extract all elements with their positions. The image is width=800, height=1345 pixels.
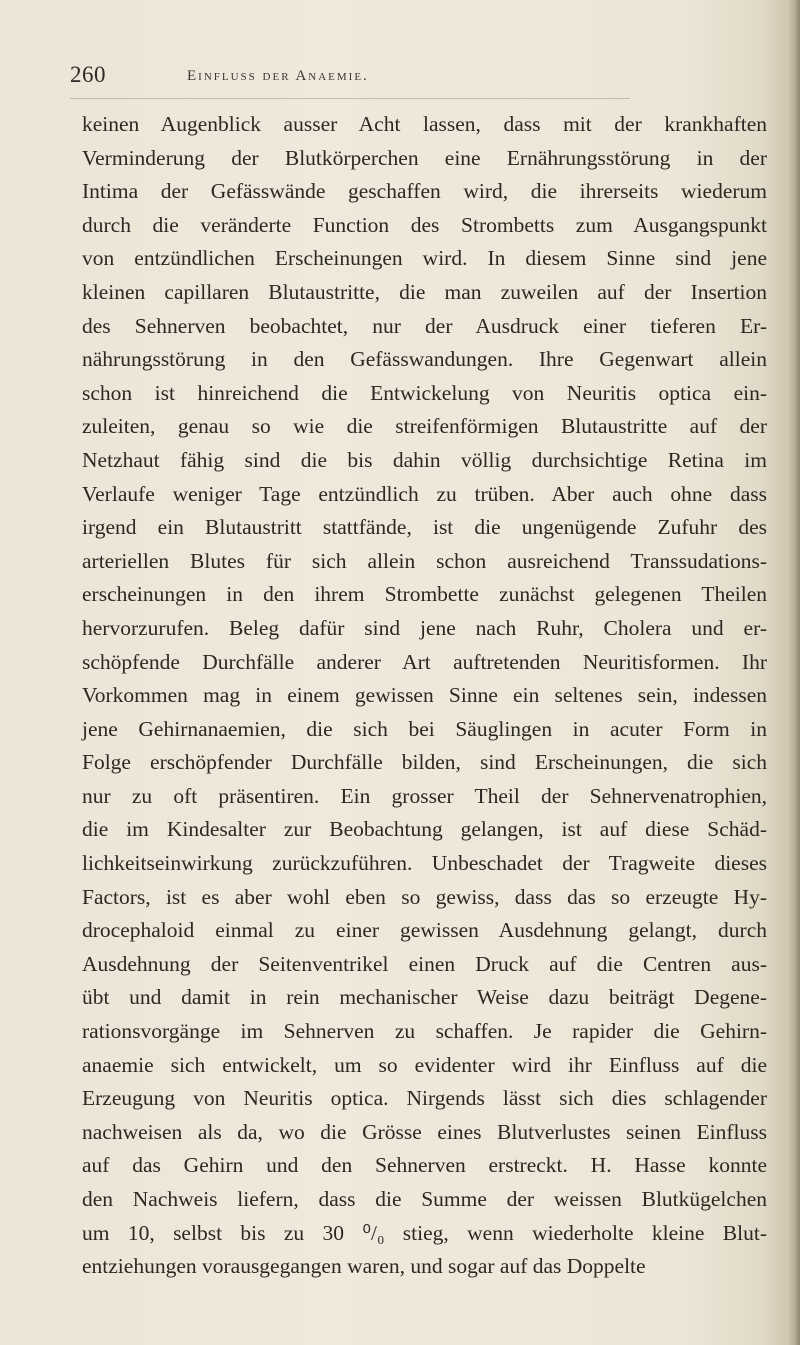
header-rule (70, 98, 630, 99)
text-line: Erzeugung von Neuritis optica. Nirgends lässt sich dies schlagender (82, 1086, 767, 1111)
text-line: nährungsstörung in den Gefässwandungen. Ihre Gegenwart allein (82, 347, 767, 372)
text-line: kleinen capillaren Blutaustritte, die man zuweilen auf der Insertion (82, 279, 767, 304)
text-line: Intima der Gefässwände geschaffen wird, die ihrerseits wiederum (82, 179, 767, 204)
body-text (82, 108, 767, 1284)
text-line: die im Kindesalter zur Beobachtung gelangen, ist auf diese Schäd- (82, 817, 767, 842)
text-line: von entzündlichen Erscheinungen wird. In diesem Sinne sind jene (82, 246, 767, 271)
running-head: Einfluss der Anaemie. (187, 68, 369, 84)
text-line: Verlaufe weniger Tage entzündlich zu trüben. Aber auch ohne dass (82, 481, 767, 506)
text-line: irgend ein Blutaustritt stattfände, ist die ungenügende Zufuhr des (82, 515, 767, 540)
text-line: durch die veränderte Function des Strombetts zum Ausgangspunkt (82, 212, 767, 237)
text-line: nur zu oft präsentiren. Ein grosser Theil der Sehnervenatrophien, (82, 783, 767, 808)
text-line: lichkeitseinwirkung zurückzuführen. Unbeschadet der Tragweite dieses (82, 851, 767, 876)
text-line: übt und damit in rein mechanischer Weise dazu beiträgt Degene- (82, 985, 767, 1010)
text-line: rationsvorgänge im Sehnerven zu schaffen. Je rapider die Gehirn- (82, 1019, 767, 1044)
text-line: anaemie sich entwickelt, um so evidenter wird ihr Einfluss auf die (82, 1052, 767, 1077)
text-line: jene Gehirnanaemien, die sich bei Säuglingen in acuter Form in (82, 716, 767, 741)
text-line: Vorkommen mag in einem gewissen Sinne ein seltenes sein, indessen (82, 683, 767, 708)
text-line: zuleiten, genau so wie die streifenförmigen Blutaustritte auf der (82, 414, 767, 439)
text-line: keinen Augenblick ausser Acht lassen, dass mit der krankhaften (82, 112, 767, 136)
text-line: Folge erschöpfender Durchfälle bilden, sind Erscheinungen, die sich (82, 750, 767, 775)
page-number: 260 (70, 62, 106, 87)
text-line: um 10, selbst bis zu 30 ⁰/₀ stieg, wenn wiederholte kleine Blut- (82, 1220, 767, 1245)
text-line: arteriellen Blutes für sich allein schon ausreichend Transsudations- (82, 548, 767, 573)
text-line: auf das Gehirn und den Sehnerven erstreckt. H. Hasse konnte (82, 1153, 767, 1178)
text-line: Verminderung der Blutkörperchen eine Ernährungsstörung in der (82, 145, 767, 170)
text-line: hervorzurufen. Beleg dafür sind jene nach Ruhr, Cholera und er- (82, 615, 767, 640)
text-line: den Nachweis liefern, dass die Summe der weissen Blutkügelchen (82, 1187, 767, 1211)
text-line: erscheinungen in den ihrem Strombette zunächst gelegenen Theilen (82, 582, 767, 607)
text-line: drocephaloid einmal zu einer gewissen Ausdehnung gelangt, durch (82, 918, 767, 943)
text-line: Factors, ist es aber wohl eben so gewiss, dass das so erzeugte Hy- (82, 884, 767, 909)
text-line: schon ist hinreichend die Entwickelung von Neuritis optica ein- (82, 380, 767, 405)
text-line: Netzhaut fähig sind die bis dahin völlig durchsichtige Retina im (82, 447, 767, 472)
page-binding-edge (786, 0, 800, 1345)
text-line: Ausdehnung der Seitenventrikel einen Druck auf die Centren aus- (82, 951, 767, 976)
text-line: schöpfende Durchfälle anderer Art auftretenden Neuritisformen. Ihr (82, 649, 767, 674)
text-line: des Sehnerven beobachtet, nur der Ausdruck einer tieferen Er- (82, 313, 767, 338)
text-line: entziehungen vorausgegangen waren, und sogar auf das Doppelte (82, 1254, 646, 1279)
text-line: nachweisen als da, wo die Grösse eines Blutverlustes seinen Einfluss (82, 1119, 767, 1144)
page-header (70, 62, 760, 96)
